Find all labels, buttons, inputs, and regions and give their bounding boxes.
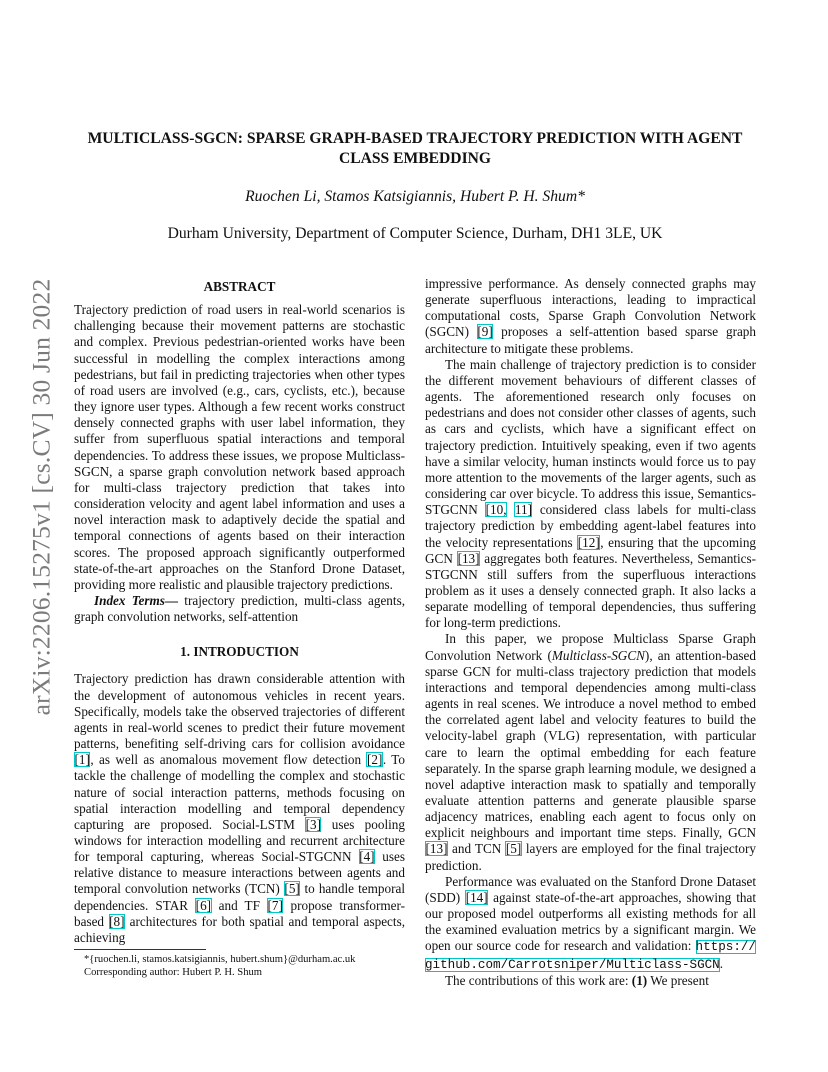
citation-link[interactable]: [3]	[305, 816, 321, 832]
right-column	[425, 276, 756, 989]
intro-paragraph-6: The contributions of this work are: (1) We present	[445, 972, 709, 988]
citation-link[interactable]: [4]	[359, 849, 375, 865]
intro-paragraph-1: Trajectory prediction has drawn considerable attention with the development of autonomous vehicles in recent years. Specifically, models take the observed trajectories of different agents in real-world scenes to predict their future movement patterns, benefiting self-driving cars for collision avoidance [1], as well as anomalous movement flow detection [2]. To tackle the challenge of modelling the complex and stochastic nature of social interaction patterns, methods focusing on spatial interaction modelling and temporal dependency capturing are proposed. Social-LSTM [3] uses pooling windows for interaction modelling and recurrent architecture for temporal capturing, whereas Social-STGCNN [4] uses relative distance to measure interactions between agents and temporal convolution networks (TCN) [5] to handle temporal dependencies. STAR [6] and TF [7] propose transformer-based [8] architectures for both spatial and temporal aspects, achieving	[74, 671, 406, 945]
citation-link[interactable]: [7]	[267, 897, 283, 913]
citation-link[interactable]: [13]	[425, 841, 448, 857]
citation-link[interactable]: [2]	[366, 752, 383, 768]
citation-link[interactable]: [12]	[577, 534, 600, 550]
footnote-divider	[74, 949, 206, 950]
abstract-heading: ABSTRACT	[203, 279, 276, 294]
paper-authors: Ruochen Li, Stamos Katsigiannis, Hubert P. H. Shum*	[245, 188, 585, 205]
left-column	[74, 279, 405, 946]
abstract-text: Trajectory prediction of road users in real-world scenarios is challenging because their movement patterns are stochastic and complex. Previous pedestrian-oriented works have been successful in modelling the complex interactions among pedestrians, but fail in predicting trajectories when other types of road users are involved (e.g., cars, cyclists, etc.), because they ignore user types. Although a few recent works construct densely connected graphs with user label information, they suffer from superfluous spatial interactions and temporal dependencies. To address these issues, we propose Multiclass-SGCN, a sparse graph convolution network based approach for multi-class trajectory prediction that takes into consideration velocity and agent label information and uses a novel interaction mask to adaptively decide the spatial and temporal connections of agents based on their interaction scores. The proposed approach significantly outperformed state-of-the-art approaches on the Stanford Drone Dataset, providing more realistic and plausible trajectory predictions.	[74, 302, 405, 592]
footnote	[84, 954, 414, 979]
citation-link[interactable]: [5]	[505, 841, 522, 857]
citation-link[interactable]: 11]	[514, 502, 532, 518]
citation-link[interactable]: [13]	[457, 550, 480, 566]
intro-paragraph-5: Performance was evaluated on the Stanford Drone Dataset (SDD) [14] against state-of-the-art approaches, showing that our proposed model outperforms all existing methods for all the examined evaluation metrics by a significant margin. We open our source code for research and validation: https:// github.com/Carrotsniper/Multiclass-SGCN.	[425, 873, 757, 972]
model-name-emphasis: Multiclass-SGCN	[551, 647, 645, 663]
contribution-number: (1)	[631, 972, 648, 988]
index-terms	[74, 593, 405, 625]
citation-link[interactable]: [8]	[109, 913, 125, 929]
paper-affiliation: Durham University, Department of Computer Science, Durham, DH1 3LE, UK	[167, 225, 663, 242]
citation-link[interactable]: [6]	[195, 897, 212, 913]
paper-title: MULTICLASS-SGCN: SPARSE GRAPH-BASED TRAJECTORY PREDICTION WITH AGENT CLASS EMBEDDING	[87, 130, 743, 167]
citation-link[interactable]: [10,	[485, 502, 507, 518]
source-code-url-link[interactable]: https://	[695, 940, 756, 955]
footnote-emails: *{ruochen.li, stamos.katsigiannis, hubert.shum}@durham.ac.uk	[84, 954, 356, 965]
arxiv-identifier	[20, 278, 62, 716]
citation-link[interactable]: [14]	[465, 889, 488, 905]
source-code-url-link[interactable]: github.com/Carrotsniper/Multiclass-SGCN	[425, 957, 720, 972]
intro-paragraph-2: impressive performance. As densely connected graphs may generate superfluous interactions, leading to impractical computational costs, Sparse Graph Convolution Network (SGCN) [9] proposes a self-attention based sparse graph architecture to mitigate these problems.	[425, 276, 756, 356]
intro-paragraph-4: In this paper, we propose Multiclass Sparse Graph Convolution Network (Multiclass-SGCN), an attention-based sparse GCN for multi-class trajectory prediction that models interactions and temporal dependencies among multi-class agents in real scenes. We introduce a novel method to embed the correlated agent label and velocity features to build the velocity-label graph (VLG) representation, with particular care to learn the optimal embedding for each feature separately. In the sparse graph learning module, we designed a novel adaptive interaction mask to spatially and temporally evaluate attention patterns and generate plausible sparse adjacency matrices, enabling each agent to focus only on explicit neighbours and important time steps. Finally, GCN [13] and TCN [5] layers are employed for the final trajectory prediction.	[425, 631, 757, 873]
intro-paragraph-3: The main challenge of trajectory prediction is to consider the different movement behaviours of different classes of agents. The aforementioned research only focuses on pedestrians and does not consider other classes of agents, such as cars and cyclists, which have a significant effect on trajectory prediction. Intuitively speaking, even if two agents have a similar velocity, human instincts would force us to pay more attention to the movements of the larger agents, such as considering car over bicycle. To address this issue, Semantics-STGCNN [10, 11] considered class labels for multi-class trajectory prediction by embedding agent-label features into the velocity representations [12], ensuring that the upcoming GCN [13] aggregates both features. Nevertheless, Semantics-STGCNN still suffers from the superfluous interactions problem as it uses a densely connected graph. It also lacks a separate modelling of temporal dependencies, thus suffering for long-term predictions.	[425, 356, 757, 631]
citation-link[interactable]: [9]	[477, 324, 493, 340]
citation-link[interactable]: [5]	[284, 881, 300, 897]
citation-link[interactable]: [1]	[74, 752, 90, 768]
footnote-corresponding-author: Corresponding author: Hubert P. H. Shum	[84, 966, 263, 978]
arxiv-identifier-text: arXiv:2206.15275v1 [cs.CV] 30 Jun 2022	[26, 278, 56, 716]
index-terms-text: trajectory prediction, multi-class agents, graph convolution networks, self-attention	[74, 592, 405, 625]
introduction-heading: 1. INTRODUCTION	[180, 644, 299, 660]
index-terms-label: Index Terms—	[94, 592, 179, 608]
